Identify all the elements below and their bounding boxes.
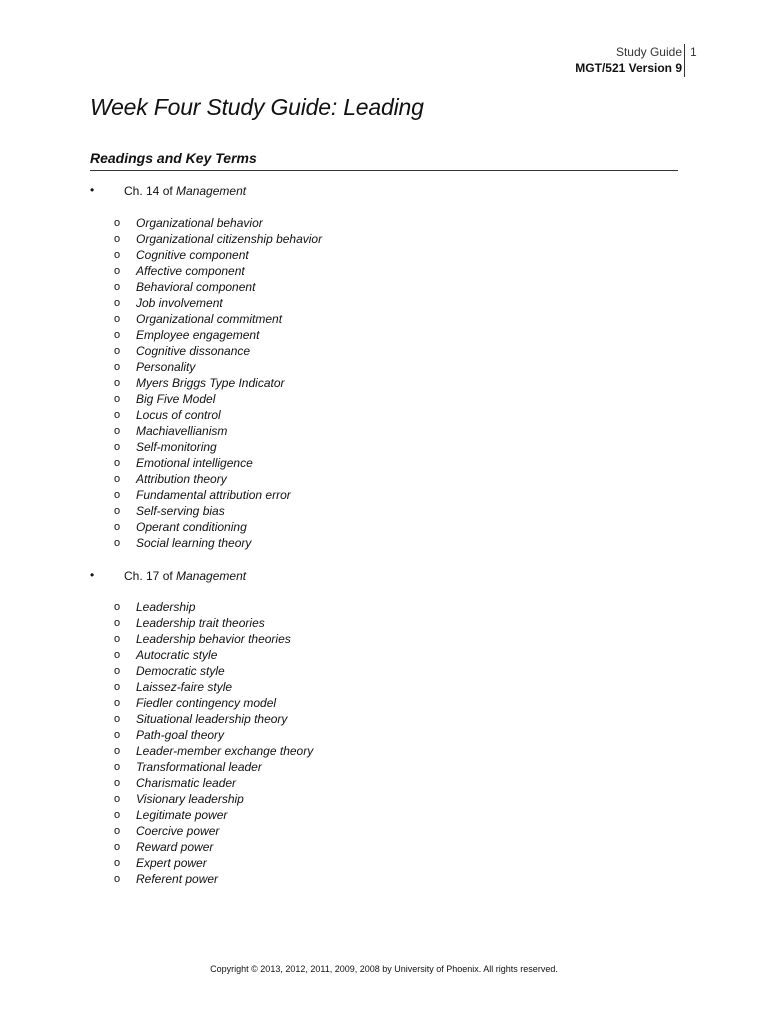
key-term: Locus of control [136, 408, 221, 422]
bullet-icon: • [90, 183, 95, 197]
circle-bullet-icon: o [114, 601, 121, 613]
circle-bullet-icon: o [114, 649, 121, 661]
circle-bullet-icon: o [114, 393, 121, 405]
circle-bullet-icon: o [114, 841, 121, 853]
key-term: Expert power [136, 856, 207, 870]
key-term: Self-serving bias [136, 504, 225, 518]
key-term: Big Five Model [136, 392, 216, 406]
circle-bullet-icon: o [114, 537, 121, 549]
copyright-footer: Copyright © 2013, 2012, 2011, 2009, 2008 by University of Phoenix. All rights reserved. [210, 964, 558, 974]
key-term: Affective component [136, 264, 245, 278]
circle-bullet-icon: o [114, 441, 121, 453]
circle-bullet-icon: o [114, 489, 121, 501]
chapter-reference [124, 183, 246, 199]
circle-bullet-icon: o [114, 761, 121, 773]
key-term: Attribution theory [136, 472, 227, 486]
book-title: Management [176, 569, 247, 583]
page-header [575, 44, 682, 76]
circle-bullet-icon: o [114, 777, 121, 789]
course-version: MGT/521 Version 9 [575, 61, 682, 75]
key-term: Visionary leadership [136, 792, 244, 806]
book-title: Management [176, 184, 247, 198]
circle-bullet-icon: o [114, 345, 121, 357]
key-term: Organizational commitment [136, 312, 283, 326]
key-term: Myers Briggs Type Indicator [136, 376, 285, 390]
key-term: Leadership behavior theories [136, 632, 291, 646]
key-term: Machiavellianism [136, 424, 228, 438]
chapter-reference [124, 568, 246, 584]
key-term: Social learning theory [136, 536, 252, 550]
page-number: 1 [690, 45, 697, 59]
header-divider [684, 44, 685, 77]
circle-bullet-icon: o [114, 409, 121, 421]
circle-bullet-icon: o [114, 713, 121, 725]
key-term: Organizational behavior [136, 216, 263, 230]
key-term: Path-goal theory [136, 728, 225, 742]
circle-bullet-icon: o [114, 697, 121, 709]
key-term: Cognitive component [136, 248, 249, 262]
key-term: Situational leadership theory [136, 712, 288, 726]
circle-bullet-icon: o [114, 633, 121, 645]
chapter-prefix: Ch. 17 of [124, 569, 177, 583]
circle-bullet-icon: o [114, 825, 121, 837]
circle-bullet-icon: o [114, 809, 121, 821]
key-term: Job involvement [136, 296, 223, 310]
key-term: Self-monitoring [136, 440, 217, 454]
circle-bullet-icon: o [114, 233, 121, 245]
key-term: Fiedler contingency model [136, 696, 277, 710]
circle-bullet-icon: o [114, 617, 121, 629]
key-term: Fundamental attribution error [136, 488, 291, 502]
circle-bullet-icon: o [114, 329, 121, 341]
circle-bullet-icon: o [114, 249, 121, 261]
circle-bullet-icon: o [114, 665, 121, 677]
key-term: Organizational citizenship behavior [136, 232, 323, 246]
key-term: Coercive power [136, 824, 220, 838]
key-term: Cognitive dissonance [136, 344, 251, 358]
circle-bullet-icon: o [114, 857, 121, 869]
circle-bullet-icon: o [114, 729, 121, 741]
key-term: Democratic style [136, 664, 225, 678]
key-term: Legitimate power [136, 808, 228, 822]
circle-bullet-icon: o [114, 505, 121, 517]
circle-bullet-icon: o [114, 745, 121, 757]
section-heading: Readings and Key Terms [90, 149, 678, 171]
circle-bullet-icon: o [114, 425, 121, 437]
circle-bullet-icon: o [114, 681, 121, 693]
circle-bullet-icon: o [114, 313, 121, 325]
circle-bullet-icon: o [114, 457, 121, 469]
document-type: Study Guide [615, 45, 682, 59]
key-term: Reward power [136, 840, 214, 854]
circle-bullet-icon: o [114, 265, 121, 277]
bullet-icon: • [90, 568, 95, 582]
key-term: Leadership trait theories [136, 616, 265, 630]
circle-bullet-icon: o [114, 281, 121, 293]
key-term: Charismatic leader [136, 776, 237, 790]
key-term: Autocratic style [136, 648, 218, 662]
circle-bullet-icon: o [114, 473, 121, 485]
key-term: Leadership [136, 600, 196, 614]
key-term: Referent power [136, 872, 219, 886]
chapter-prefix: Ch. 14 of [124, 184, 177, 198]
circle-bullet-icon: o [114, 297, 121, 309]
key-term: Employee engagement [136, 328, 260, 342]
circle-bullet-icon: o [114, 793, 121, 805]
page-title: Week Four Study Guide: Leading [90, 94, 424, 120]
circle-bullet-icon: o [114, 873, 121, 885]
key-term: Emotional intelligence [136, 456, 253, 470]
key-term: Personality [136, 360, 196, 374]
key-term: Leader-member exchange theory [136, 744, 314, 758]
key-term: Behavioral component [136, 280, 256, 294]
key-term: Laissez-faire style [136, 680, 233, 694]
key-term: Transformational leader [136, 760, 262, 774]
circle-bullet-icon: o [114, 377, 121, 389]
key-term: Operant conditioning [136, 520, 247, 534]
circle-bullet-icon: o [114, 521, 121, 533]
circle-bullet-icon: o [114, 217, 121, 229]
circle-bullet-icon: o [114, 361, 121, 373]
